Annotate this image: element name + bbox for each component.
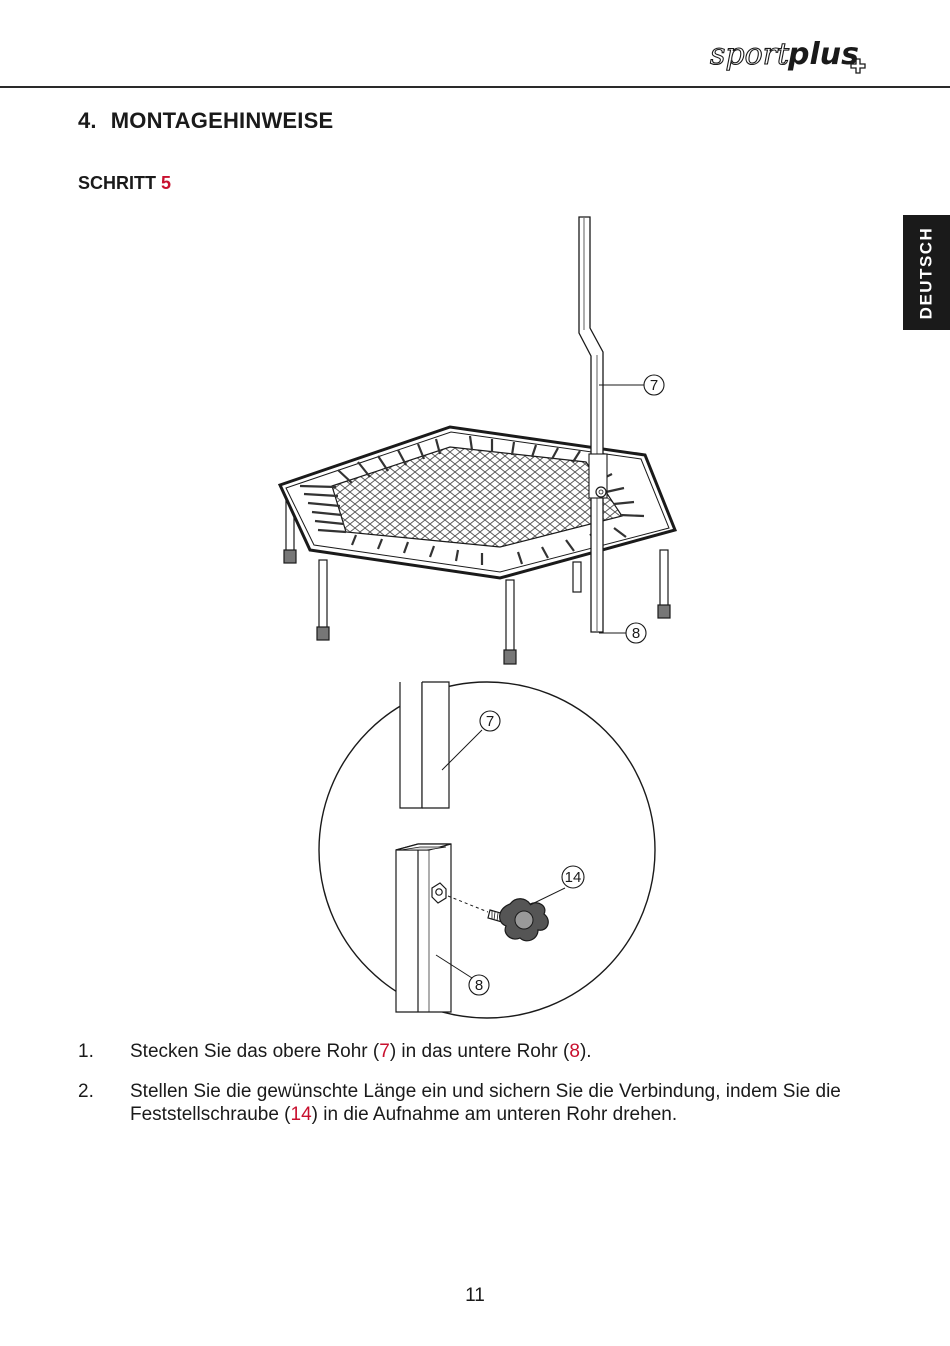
callout-7	[599, 375, 664, 395]
page-number: 11	[465, 1285, 485, 1306]
instruction-item	[78, 1080, 898, 1130]
zoom-upper-tube	[400, 682, 449, 808]
zoom-callout-7-label: 7	[485, 713, 495, 730]
instruction-text: Stellen Sie die gewünschte Länge ein und sichern Sie die Verbindung, indem Sie die Feststellschraube (14) in die Aufnahme am unteren Rohr drehen.	[130, 1081, 841, 1125]
step-title	[78, 173, 171, 194]
assembly-illustration	[260, 200, 700, 1030]
sportplus-logo	[706, 30, 876, 80]
language-tab-label: DEUTSCH	[916, 226, 936, 319]
callout-8-label: 8	[631, 625, 641, 642]
step-number: 5	[161, 173, 172, 193]
section-title	[78, 108, 333, 134]
language-tab	[903, 215, 950, 330]
part-ref-7: 7	[379, 1041, 390, 1062]
zoom-callout-14-label: 14	[564, 869, 582, 886]
section-number: 4.	[78, 108, 97, 133]
handle-bar	[579, 217, 607, 632]
part-ref-14: 14	[290, 1104, 312, 1125]
logo-text-sport: sport	[710, 37, 790, 72]
callout-7-label: 7	[649, 377, 659, 394]
detail-zoom-circle	[319, 682, 655, 1018]
step-label: SCHRITT	[78, 173, 156, 193]
instruction-item	[78, 1040, 898, 1066]
trampoline	[280, 427, 675, 664]
zoom-callout-8-label: 8	[474, 977, 484, 994]
callout-8	[599, 623, 646, 643]
logo-text-plus: plus	[788, 37, 859, 72]
instruction-text: Stecken Sie das obere Rohr (7) in das untere Rohr (8).	[130, 1041, 592, 1062]
zoom-lower-tube	[396, 844, 451, 1012]
part-ref-8: 8	[569, 1041, 580, 1062]
section-heading: MONTAGEHINWEISE	[110, 108, 334, 133]
instruction-index: 2.	[78, 1081, 94, 1102]
instruction-index: 1.	[78, 1041, 94, 1062]
header-rule	[0, 86, 950, 88]
